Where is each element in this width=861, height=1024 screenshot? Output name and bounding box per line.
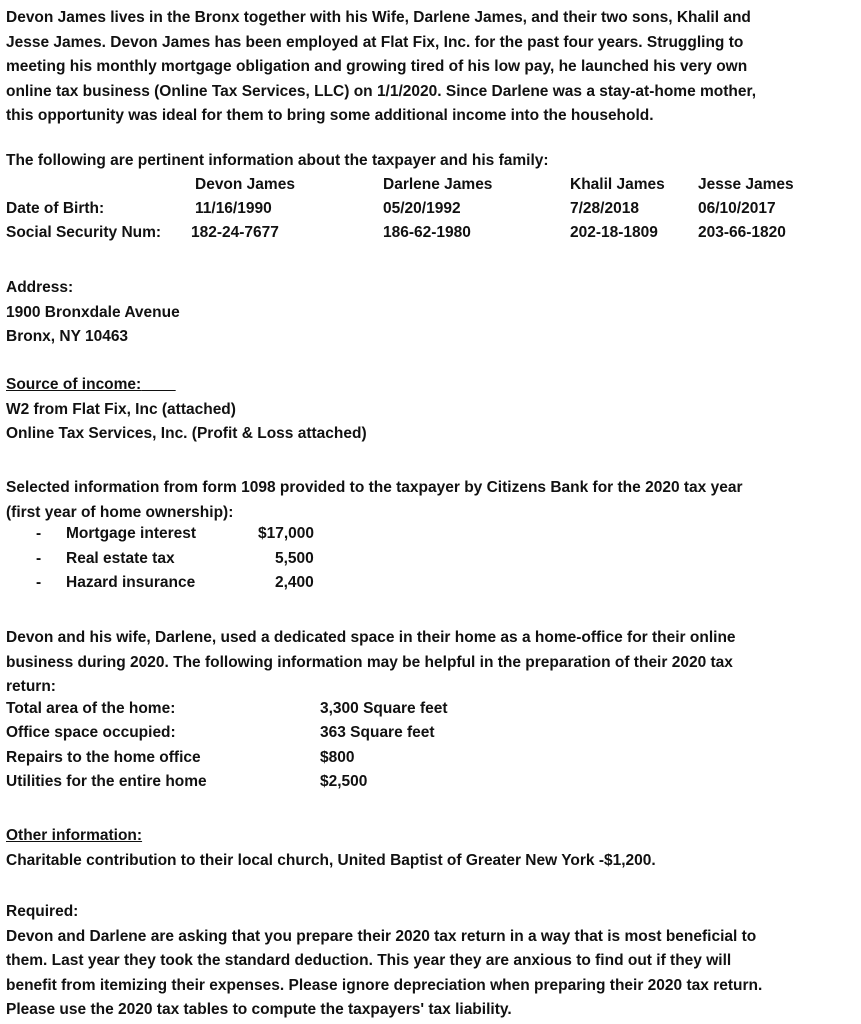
other-label: Other information: — [6, 827, 143, 844]
member-ssn: 186-62-1980 — [383, 224, 471, 241]
home-office-item-value: $800 — [320, 748, 355, 766]
member-ssn: 203-66-1820 — [698, 224, 786, 241]
form1098-heading: Selected information from form 1098 provided to the taxpayer by Citizens Bank for the 2020 tax year — [6, 479, 743, 496]
home-office-item — [6, 773, 841, 798]
form1098-item: - Mortgage interest $17,000 — [36, 525, 315, 542]
income-item: Online Tax Services, Inc. (Profit & Loss attached) — [6, 425, 367, 442]
member-name: Darlene James — [383, 176, 493, 193]
form1098-item-label: Real estate tax — [66, 549, 175, 567]
income-label — [6, 373, 196, 398]
required-line: them. Last year they took the standard deduction. This year they are anxious to find out if they will — [6, 952, 732, 969]
address-section — [6, 276, 180, 350]
income-section — [6, 373, 367, 447]
required-line: Devon and Darlene are asking that you prepare their 2020 tax return in a way that is most beneficial to — [6, 927, 757, 945]
member-ssn: 202-18-1809 — [570, 224, 658, 241]
home-office-item-value: 363 Square feet — [320, 724, 435, 741]
ssn-label: Social Security Num: — [6, 224, 162, 241]
member-dob: 7/28/2018 — [570, 200, 639, 217]
form1098-item-label: Hazard insurance — [66, 574, 196, 591]
family-section — [6, 152, 841, 252]
dob-label: Date of Birth: — [6, 200, 105, 217]
home-office-line: return: — [6, 678, 56, 695]
form1098-item: - Hazard insurance 2,400 — [36, 574, 314, 591]
home-office-item-label: Repairs to the home office — [6, 748, 201, 766]
form1098-item: - Real estate tax 5,500 — [36, 549, 314, 567]
address-line2: Bronx, NY 10463 — [6, 328, 129, 345]
form1098-item-value: 5,500 — [275, 549, 314, 567]
required-line: Please use the 2020 tax tables to compute the taxpayers' tax liability. — [6, 1001, 512, 1018]
home-office-item-label: Office space occupied: — [6, 724, 176, 741]
intro-paragraph — [6, 6, 756, 129]
address-line1: 1900 Bronxdale Avenue — [6, 303, 180, 321]
required-section — [6, 900, 841, 1023]
intro-line: meeting his monthly mortgage obligation and growing tired of his low pay, he launched his very own — [6, 58, 748, 75]
home-office-item — [6, 724, 841, 749]
form1098-section — [6, 476, 841, 599]
form1098-item-label: Mortgage interest — [66, 525, 197, 542]
form1098-heading: (first year of home ownership): — [6, 503, 234, 521]
member-ssn: 182-24-7677 — [191, 224, 279, 241]
family-heading: The following are pertinent information about the taxpayer and his family: — [6, 152, 549, 169]
home-office-item — [6, 700, 841, 725]
home-office-section — [6, 626, 841, 798]
income-item: W2 from Flat Fix, Inc (attached) — [6, 400, 236, 418]
home-office-item-label: Total area of the home: — [6, 699, 176, 717]
intro-line: this opportunity was ideal for them to bring some additional income into the household. — [6, 107, 654, 124]
member-dob: 11/16/1990 — [195, 200, 272, 217]
home-office-line: Devon and his wife, Darlene, used a dedicated space in their home as a home-office for their online — [6, 629, 736, 646]
home-office-item-value: 3,300 Square feet — [320, 699, 448, 717]
form1098-item-value: $17,000 — [258, 525, 315, 542]
required-label: Required: — [6, 903, 79, 920]
address-label: Address: — [6, 279, 74, 296]
home-office-item-value: $2,500 — [320, 773, 368, 790]
intro-line: Jesse James. Devon James has been employed at Flat Fix, Inc. for the past four years. Struggling to — [6, 33, 744, 51]
intro-line: online tax business (Online Tax Services, LLC) on 1/1/2020. Since Darlene was a stay-at-home mother, — [6, 82, 757, 100]
income-label-text: Source of income: — [6, 376, 142, 393]
home-office-item — [6, 749, 841, 774]
member-dob: 06/10/2017 — [698, 200, 776, 217]
other-section — [6, 824, 656, 873]
form1098-item-value: 2,400 — [275, 574, 314, 591]
member-name: Devon James — [195, 176, 295, 193]
member-dob: 05/20/1992 — [383, 200, 461, 217]
member-name: Jesse James — [698, 176, 794, 193]
home-office-line: business during 2020. The following information may be helpful in the preparation of their 2020 tax — [6, 653, 733, 671]
member-name: Khalil James — [570, 176, 665, 193]
required-line: benefit from itemizing their expenses. Please ignore depreciation when preparing their 2020 tax return. — [6, 976, 763, 994]
other-text: Charitable contribution to their local church, United Baptist of Greater New York -$1,200. — [6, 851, 656, 869]
intro-line: Devon James lives in the Bronx together with his Wife, Darlene James, and their two sons, Khalil and — [6, 9, 751, 26]
home-office-item-label: Utilities for the entire home — [6, 773, 207, 790]
